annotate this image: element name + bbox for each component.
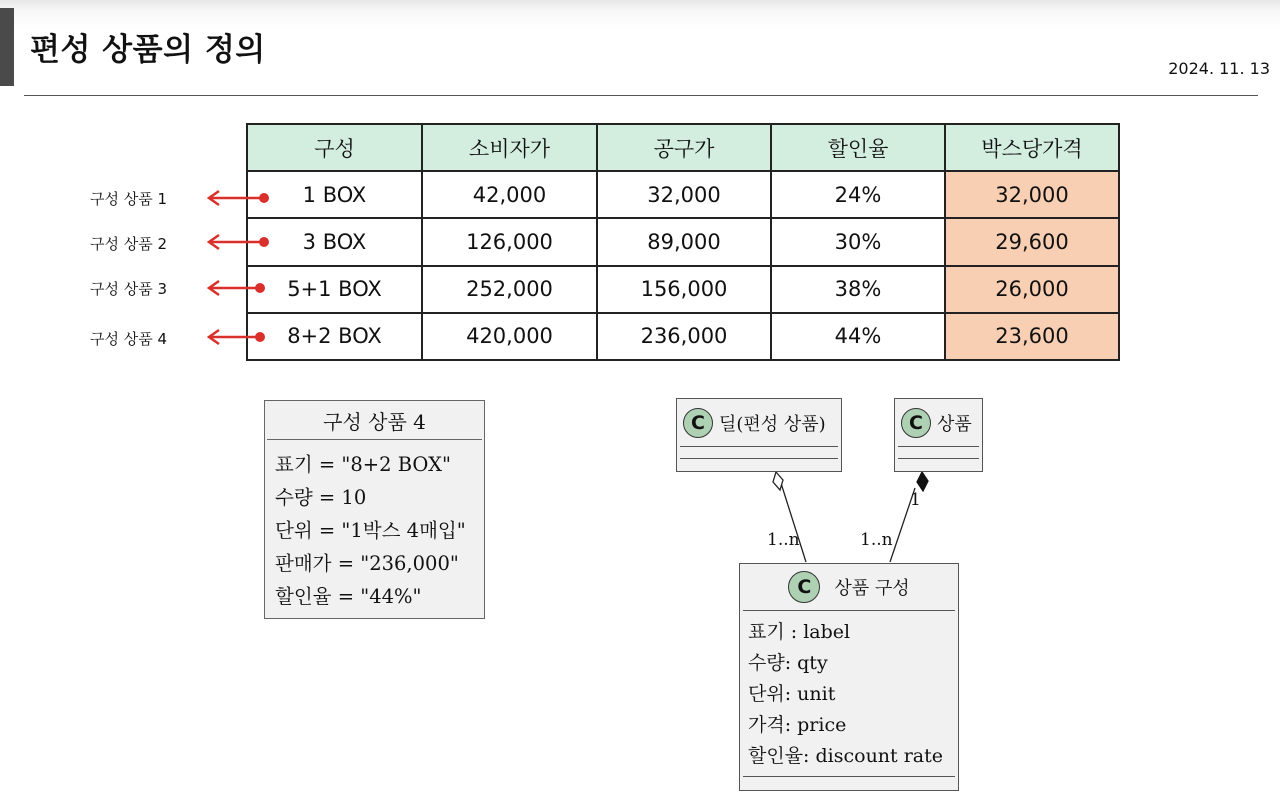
table-cell: 236,000 xyxy=(597,313,771,360)
uml-attributes xyxy=(740,611,958,772)
object-attribute: 할인율 = "44%" xyxy=(275,585,422,608)
page-date: 2024. 11. 13 xyxy=(1168,59,1270,78)
uml-separator xyxy=(743,776,955,777)
uml-class-header xyxy=(895,399,982,446)
object-attribute: 판매가 = "236,000" xyxy=(275,552,459,575)
table-cell: 420,000 xyxy=(422,313,597,360)
uml-separator xyxy=(898,458,979,459)
table-cell-highlight: 26,000 xyxy=(945,266,1119,313)
table-cell: 44% xyxy=(771,313,945,360)
uml-class-header xyxy=(740,564,958,610)
column-header-retail-price: 소비자가 xyxy=(422,124,597,171)
object-title: 구성 상품 4 xyxy=(267,401,482,440)
uml-attribute: 표기 : label xyxy=(748,621,851,643)
uml-class-name: 상품 xyxy=(937,413,972,435)
class-c-icon: C xyxy=(901,408,931,438)
table-cell: 89,000 xyxy=(597,218,771,265)
class-c-icon: C xyxy=(788,571,820,603)
table-cell-highlight: 29,600 xyxy=(945,218,1119,265)
table-cell: 42,000 xyxy=(422,171,597,218)
row-label-4: 구성 상품 4 xyxy=(90,330,168,348)
multiplicity-product-one: 1 xyxy=(910,490,921,510)
uml-attribute: 가격: price xyxy=(748,714,847,736)
multiplicity-product-many: 1..n xyxy=(860,530,893,550)
uml-class-header xyxy=(677,399,841,446)
row-label-2: 구성 상품 2 xyxy=(90,235,168,253)
uml-attribute: 단위: unit xyxy=(748,683,836,705)
uml-class-deal xyxy=(676,398,842,472)
table-cell: 8+2 BOX xyxy=(247,313,422,360)
uml-class-product xyxy=(894,398,983,472)
uml-class-product-composition xyxy=(739,563,959,791)
table-cell: 3 BOX xyxy=(247,218,422,265)
class-c-icon: C xyxy=(683,408,713,438)
table-cell: 38% xyxy=(771,266,945,313)
table-cell: 5+1 BOX xyxy=(247,266,422,313)
table-cell-highlight: 23,600 xyxy=(945,313,1119,360)
table-cell: 156,000 xyxy=(597,266,771,313)
row-label-1: 구성 상품 1 xyxy=(90,190,168,208)
column-header-composition: 구성 xyxy=(247,124,422,171)
uml-class-name: 딜(편성 상품) xyxy=(719,413,826,435)
uml-attribute: 수량: qty xyxy=(748,652,828,674)
row-label-3: 구성 상품 3 xyxy=(90,280,168,298)
object-attribute: 수량 = 10 xyxy=(275,486,367,509)
table-cell-highlight: 32,000 xyxy=(945,171,1119,218)
uml-class-name: 상품 구성 xyxy=(834,578,910,599)
table-cell: 24% xyxy=(771,171,945,218)
column-header-group-price: 공구가 xyxy=(597,124,771,171)
table-cell: 252,000 xyxy=(422,266,597,313)
table-cell: 1 BOX xyxy=(247,171,422,218)
object-attribute: 단위 = "1박스 4매입" xyxy=(275,519,466,542)
uml-attribute: 할인율: discount rate xyxy=(748,745,944,767)
aggregation-diamond-icon xyxy=(773,472,783,490)
object-attribute: 표기 = "8+2 BOX" xyxy=(275,453,451,476)
table-cell: 32,000 xyxy=(597,171,771,218)
column-header-discount-rate: 할인율 xyxy=(771,124,945,171)
uml-separator xyxy=(680,458,838,459)
table-cell: 126,000 xyxy=(422,218,597,265)
multiplicity-deal: 1..n xyxy=(767,530,800,550)
page-title: 편성 상품의 정의 xyxy=(30,32,266,68)
composition-diamond-icon xyxy=(917,472,928,491)
column-header-price-per-box: 박스당가격 xyxy=(945,124,1119,171)
table-cell: 30% xyxy=(771,218,945,265)
